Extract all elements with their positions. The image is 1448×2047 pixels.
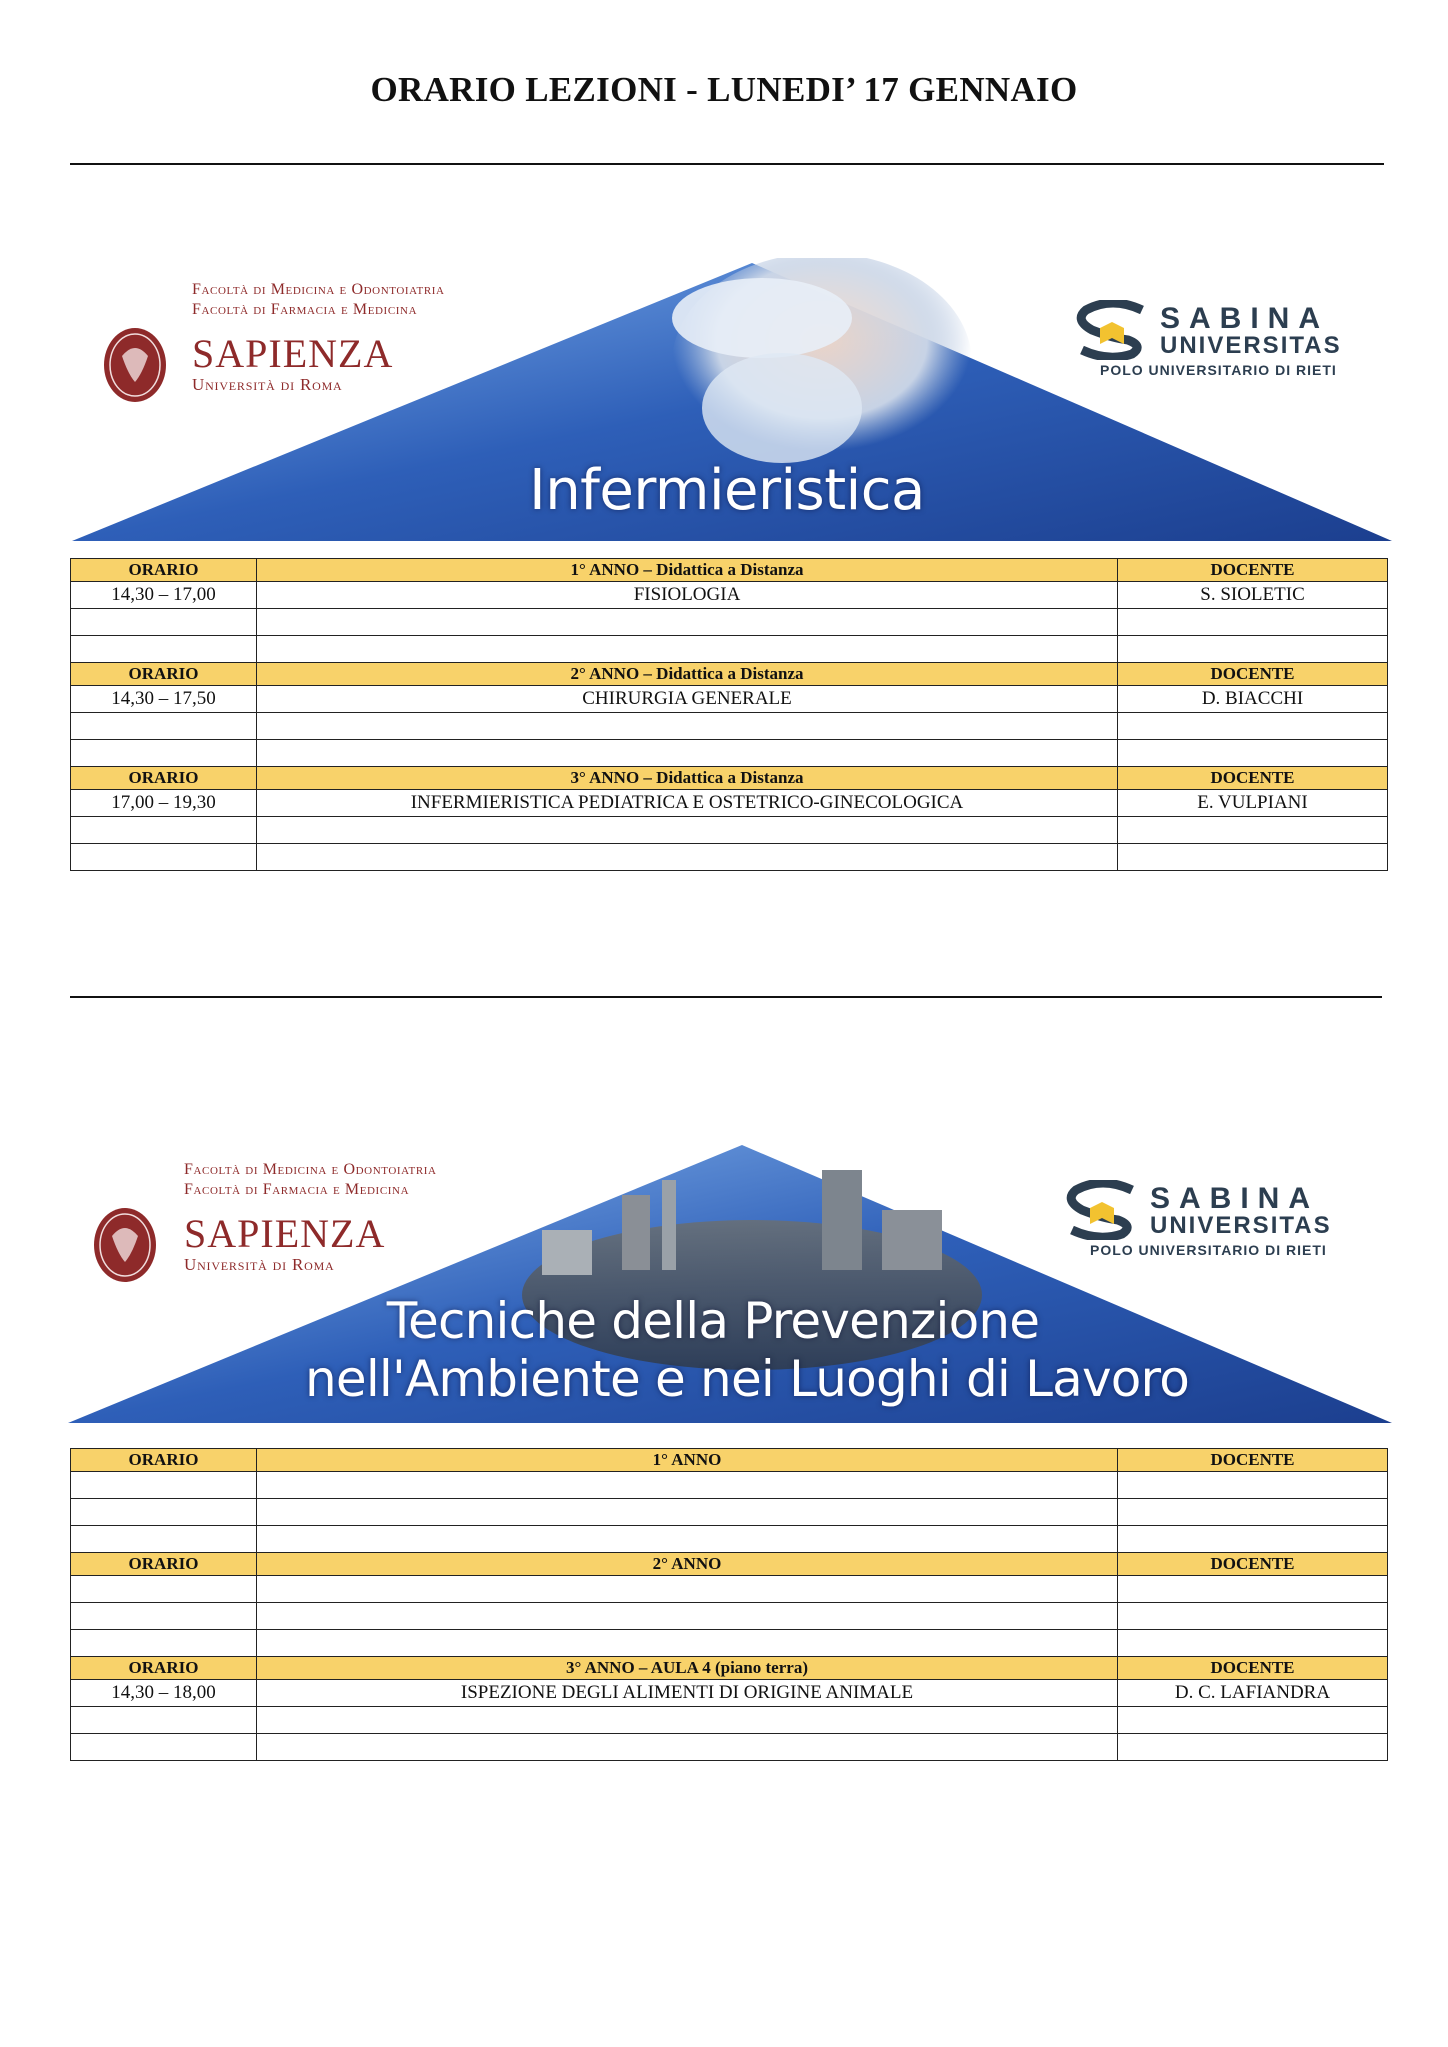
cell-corso [257, 1526, 1118, 1553]
header-docente: DOCENTE [1118, 1657, 1388, 1680]
header-anno: 2° ANNO [257, 1553, 1118, 1576]
sabina-logo-icon [1062, 1180, 1142, 1240]
cell-corso: ISPEZIONE DEGLI ALIMENTI DI ORIGINE ANIMALE [257, 1680, 1118, 1707]
faculty-text [192, 280, 445, 320]
header-orario: ORARIO [71, 1449, 257, 1472]
sabina-logo [1150, 1184, 1332, 1238]
cell-corso: INFERMIERISTICA PEDIATRICA E OSTETRICO-GINECOLOGICA [257, 790, 1118, 817]
cell-docente [1118, 1526, 1388, 1553]
table-header-row [71, 663, 1388, 686]
cell-docente [1118, 636, 1388, 663]
header-orario: ORARIO [71, 1553, 257, 1576]
table-header-row [71, 1553, 1388, 1576]
cell-docente [1118, 1630, 1388, 1657]
header-orario: ORARIO [71, 1657, 257, 1680]
cell-orario [71, 817, 257, 844]
cell-orario [71, 1603, 257, 1630]
sapienza-seal-icon [102, 326, 168, 404]
table-row [71, 1472, 1388, 1499]
sabina-line-2: UNIVERSITAS [1160, 332, 1342, 359]
table-row [71, 1576, 1388, 1603]
table-row [71, 1707, 1388, 1734]
header-orario: ORARIO [71, 559, 257, 582]
banner-title-line-2: nell'Ambiente e nei Luoghi di Lavoro [304, 1350, 1190, 1408]
sabina-logo [1160, 304, 1342, 358]
cell-orario [71, 713, 257, 740]
cell-corso [257, 1499, 1118, 1526]
table-row [71, 609, 1388, 636]
sabina-subtitle [1090, 1242, 1327, 1258]
cell-docente [1118, 740, 1388, 767]
cell-corso [257, 1707, 1118, 1734]
header-anno: 1° ANNO – Didattica a Distanza [257, 559, 1118, 582]
cell-orario [71, 740, 257, 767]
cell-docente: E. VULPIANI [1118, 790, 1388, 817]
cell-corso [257, 713, 1118, 740]
faculty-line-1: Facoltà di Medicina e Odontoiatria [192, 281, 445, 298]
cell-corso [257, 740, 1118, 767]
schedule-table-tecniche-prevenzione [70, 1448, 1388, 1761]
table-row [71, 636, 1388, 663]
cell-docente [1118, 1603, 1388, 1630]
sabina-subtitle [1100, 362, 1337, 378]
sapienza-name: SAPIENZA [184, 1211, 386, 1256]
cell-corso [257, 844, 1118, 871]
cell-corso [257, 609, 1118, 636]
table-row [71, 1499, 1388, 1526]
header-anno: 3° ANNO – Didattica a Distanza [257, 767, 1118, 790]
cell-docente [1118, 1707, 1388, 1734]
table-row [71, 817, 1388, 844]
table-row [71, 1680, 1388, 1707]
header-orario: ORARIO [71, 767, 257, 790]
sapienza-sub: Università di Roma [192, 375, 343, 394]
header-anno: 3° ANNO – AULA 4 (piano terra) [257, 1657, 1118, 1680]
sapienza-sub: Università di Roma [184, 1255, 335, 1274]
table-row [71, 844, 1388, 871]
cell-corso [257, 817, 1118, 844]
cell-orario: 14,30 – 17,50 [71, 686, 257, 713]
table-row [71, 1630, 1388, 1657]
cell-docente [1118, 1734, 1388, 1761]
cell-corso: CHIRURGIA GENERALE [257, 686, 1118, 713]
cell-docente [1118, 844, 1388, 871]
faculty-text [184, 1160, 437, 1200]
banner-title: Infermieristica [529, 458, 925, 523]
cell-orario [71, 609, 257, 636]
header-docente: DOCENTE [1118, 1553, 1388, 1576]
table-row [71, 713, 1388, 740]
cell-orario [71, 1576, 257, 1603]
sapienza-name: SAPIENZA [192, 331, 394, 376]
middle-divider [70, 996, 1382, 998]
banner-infermieristica [62, 258, 1392, 543]
cell-corso [257, 636, 1118, 663]
sapienza-logo [184, 1213, 385, 1275]
cell-corso [257, 1576, 1118, 1603]
banner-tecniche-prevenzione [62, 1140, 1392, 1425]
cell-corso [257, 1603, 1118, 1630]
header-docente: DOCENTE [1118, 663, 1388, 686]
banner-title-line-1: Tecniche della Prevenzione [386, 1292, 1040, 1350]
cell-docente [1118, 713, 1388, 740]
page-title: ORARIO LEZIONI - LUNEDI’ 17 GENNAIO [370, 70, 1078, 109]
header-docente: DOCENTE [1118, 1449, 1388, 1472]
top-divider [70, 163, 1384, 165]
cell-orario [71, 636, 257, 663]
sabina-line-3: POLO UNIVERSITARIO DI RIETI [1090, 1242, 1327, 1258]
table-header-row [71, 767, 1388, 790]
cell-orario [71, 1526, 257, 1553]
header-anno: 1° ANNO [257, 1449, 1118, 1472]
faculty-line-2: Facoltà di Farmacia e Medicina [184, 1181, 410, 1198]
cell-orario [71, 1707, 257, 1734]
cell-docente [1118, 817, 1388, 844]
header-orario: ORARIO [71, 663, 257, 686]
cell-docente: D. C. LAFIANDRA [1118, 1680, 1388, 1707]
cell-orario: 14,30 – 18,00 [71, 1680, 257, 1707]
table-row [71, 790, 1388, 817]
faculty-line-1: Facoltà di Medicina e Odontoiatria [184, 1161, 437, 1178]
cell-docente: S. SIOLETIC [1118, 582, 1388, 609]
table-header-row [71, 1657, 1388, 1680]
cell-docente [1118, 1576, 1388, 1603]
cell-corso: FISIOLOGIA [257, 582, 1118, 609]
sabina-logo-icon [1072, 300, 1152, 360]
table-row [71, 1526, 1388, 1553]
cell-corso [257, 1472, 1118, 1499]
table-header-row [71, 1449, 1388, 1472]
cell-docente [1118, 1472, 1388, 1499]
header-docente: DOCENTE [1118, 559, 1388, 582]
cell-docente: D. BIACCHI [1118, 686, 1388, 713]
sabina-line-3: POLO UNIVERSITARIO DI RIETI [1100, 362, 1337, 378]
header-docente: DOCENTE [1118, 767, 1388, 790]
sabina-line-2: UNIVERSITAS [1150, 1212, 1332, 1239]
cell-corso [257, 1734, 1118, 1761]
faculty-line-2: Facoltà di Farmacia e Medicina [192, 301, 418, 318]
cell-docente [1118, 1499, 1388, 1526]
sapienza-seal-icon [92, 1206, 158, 1284]
cell-orario: 14,30 – 17,00 [71, 582, 257, 609]
cell-orario [71, 1499, 257, 1526]
cell-orario: 17,00 – 19,30 [71, 790, 257, 817]
cell-orario [71, 1734, 257, 1761]
table-row [71, 686, 1388, 713]
cell-corso [257, 1630, 1118, 1657]
cell-orario [71, 1630, 257, 1657]
header-anno: 2° ANNO – Didattica a Distanza [257, 663, 1118, 686]
cell-orario [71, 844, 257, 871]
sabina-line-1: SABINA [1160, 302, 1330, 335]
cell-orario [71, 1472, 257, 1499]
schedule-table-infermieristica [70, 558, 1388, 871]
table-row [71, 1603, 1388, 1630]
table-row [71, 1734, 1388, 1761]
cell-docente [1118, 609, 1388, 636]
table-row [71, 582, 1388, 609]
table-row [71, 740, 1388, 767]
table-header-row [71, 559, 1388, 582]
sabina-line-1: SABINA [1150, 1182, 1320, 1215]
sapienza-logo [192, 333, 393, 395]
